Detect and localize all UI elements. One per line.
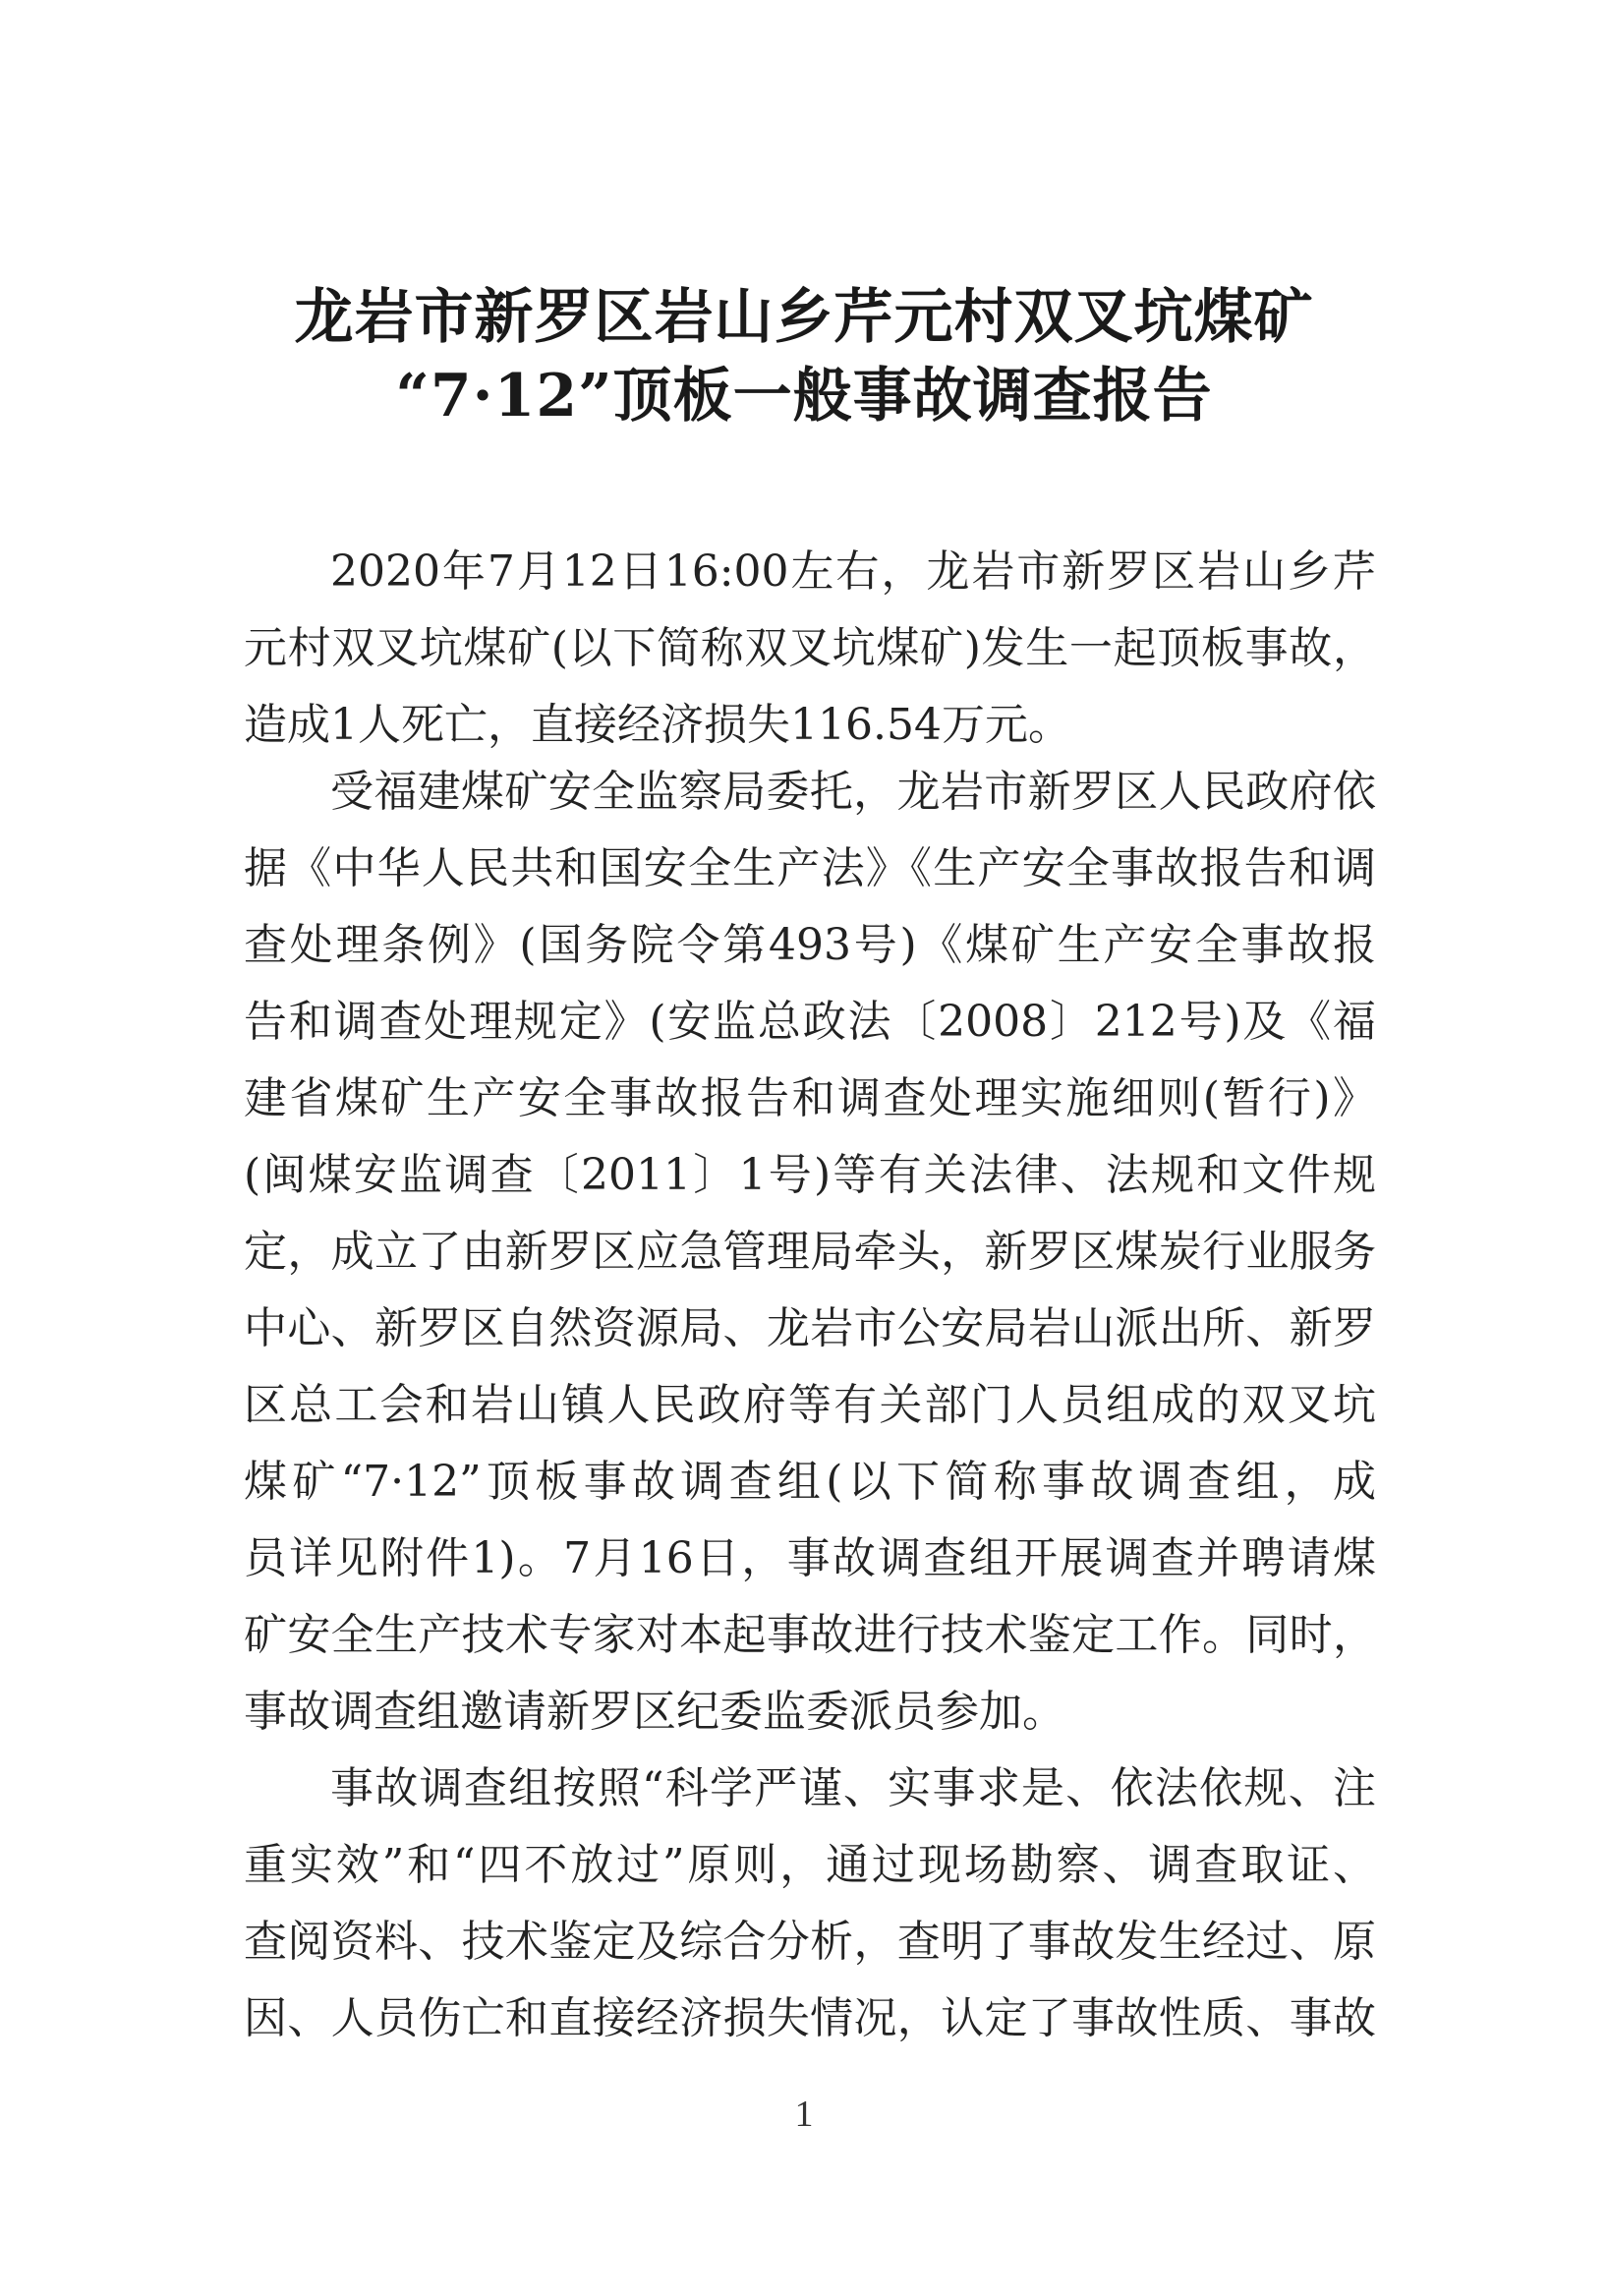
paragraph-2-line-8: 中心、新罗区自然资源局、龙岩市公安局岩山派出所、新罗 [244,1303,1376,1353]
paragraph-3-line-3: 查阅资料、技术鉴定及综合分析，查明了事故发生经过、原 [244,1917,1376,1967]
paragraph-2-line-10: 煤矿“7·12”顶板事故调查组(以下简称事故调查组，成 [244,1457,1376,1507]
paragraph-1-line-1: 2020年7月12日16:00左右，龙岩市新罗区岩山乡芹 [330,546,1376,597]
paragraph-2-line-1: 受福建煤矿安全监察局委托，龙岩市新罗区人民政府依 [330,767,1376,817]
page-number: 1 [794,2094,814,2135]
paragraph-2-line-5: 建省煤矿生产安全事故报告和调查处理实施细则(暂行)》 [244,1073,1376,1123]
paragraph-1-line-2: 元村双叉坑煤矿(以下简称双叉坑煤矿)发生一起顶板事故， [244,623,1376,673]
paragraph-2-line-9: 区总工会和岩山镇人民政府等有关部门人员组成的双叉坑 [244,1380,1376,1430]
paragraph-3-line-4: 因、人员伤亡和直接经济损失情况，认定了事故性质、事故 [244,1993,1376,2043]
paragraph-2-line-12: 矿安全生产技术专家对本起事故进行技术鉴定工作。同时， [244,1610,1376,1660]
paragraph-3-line-1: 事故调查组按照“科学严谨、实事求是、依法依规、注 [330,1763,1376,1813]
paragraph-2-line-4: 告和调查处理规定》(安监总政法〔2008〕212号)及《福 [244,997,1376,1047]
paragraph-2-line-11: 员详见附件1)。7月16日，事故调查组开展调查并聘请煤 [244,1533,1376,1583]
document-title-line-1: 龙岩市新罗区岩山乡芹元村双叉坑煤矿 [294,283,1314,352]
document-title-line-2: “7·12”顶板一般事故调查报告 [395,362,1213,430]
paragraph-2-line-2: 据《中华人民共和国安全生产法》《生产安全事故报告和调 [244,843,1376,893]
paragraph-2-line-6: (闽煤安监调查〔2011〕1号)等有关法律、法规和文件规 [244,1150,1376,1200]
paragraph-1-line-3: 造成1人死亡，直接经济损失116.54万元。 [244,700,1071,750]
paragraph-2-line-7: 定，成立了由新罗区应急管理局牵头，新罗区煤炭行业服务 [244,1227,1376,1277]
paragraph-3-line-2: 重实效”和“四不放过”原则，通过现场勘察、调查取证、 [244,1840,1376,1890]
paragraph-2-line-3: 查处理条例》(国务院令第493号)《煤矿生产安全事故报 [244,920,1376,970]
paragraph-2-line-13: 事故调查组邀请新罗区纪委监委派员参加。 [244,1687,1065,1737]
